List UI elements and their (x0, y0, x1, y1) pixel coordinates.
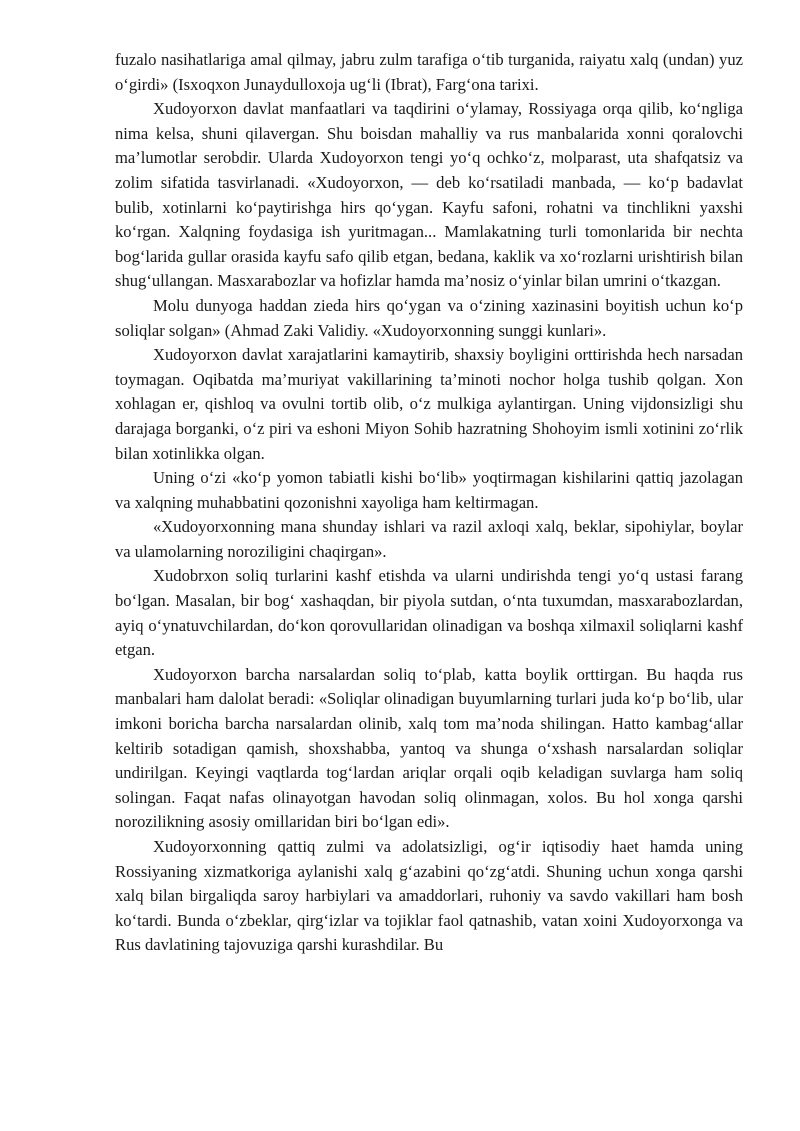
paragraph-7: Xudobrxon soliq turlarini kashf etishda va ularni undirishda tengi yo‘q ustasi farang bo‘lgan. Masalan, bir bog‘ xashaqdan, bir piyola sutdan, o‘nta tuxumdan, masxarabozlardan, ayiq o‘ynatuvchilardan, do‘kon qorovullaridan olinadigan va boshqa xilmaxil soliqlarni kashf etgan. (115, 566, 743, 660)
paragraph-5: Uning o‘zi «ko‘p yomon tabiatli kishi bo‘lib» yoqtirmagan kishilarini qattiq jazolagan va xalqning muhabbatini qozonishni xayoliga ham keltirmagan. (115, 468, 743, 512)
paragraph-3: Molu dunyoga haddan zieda hirs qo‘ygan va o‘zining xazinasini boyitish uchun ko‘p soliqlar solgan» (Ahmad Zaki Validiy. «Xudoyorxonning sunggi kunlari». (115, 295, 743, 340)
paragraph-9: Xudoyorxonning qattiq zulmi va adolatsizligi, og‘ir iqtisodiy haet hamda uning Rossiyaning xizmatkoriga aylanishi xalq g‘azabini qo‘zg‘atdi. Shuning uchun xonga qarshi xalq bilan birgaliqda saroy harbiylari va amaddorlari, ruhoniy va savdo vakillari ham bosh ko‘tardi. Bunda o‘zbeklar, qirg‘izlar va tojiklar faol qatnashib, vatan xoini Xudoyorxonga va Rus davlatining tajovuziga qarshi kurashdilar. Bu (115, 837, 743, 955)
paragraph-4: Xudoyorxon davlat xarajatlarini kamaytirib, shaxsiy boyligini orttirishda hech narsadan toymagan. Oqibatda ma’muriyat vakillarining ta’minoti nochor holga tushib qolgan. Xon xohlagan er, qishloq va ovulni tortib olib, o‘z mulkiga aylantirgan. Uning vijdonsizligi shu darajaga borganki, o‘z piri va eshoni Miyon Sohib hazratning Shohoyim ismli xotinini zo‘rlik bilan xotinlikka olgan. (115, 345, 743, 463)
paragraph-1: fuzalo nasihatlariga amal qilmay, jabru zulm tarafiga o‘tib turganida, raiyatu xalq (undan) yuz o‘girdi» (Isxoqxon Junaydulloxoja ug‘li (Ibrat), Farg‘ona tarixi. (115, 50, 743, 94)
document-page (115, 48, 743, 958)
paragraph-6: «Xudoyorxonning mana shunday ishlari va razil axloqi xalq, beklar, sipohiylar, boylar va ulamolarning noroziligini chaqirgan». (115, 517, 743, 561)
paragraph-8: Xudoyorxon barcha narsalardan soliq to‘plab, katta boylik orttirgan. Bu haqda rus manbalari ham dalolat beradi: «Soliqlar olinadigan buyumlarning turlari juda ko‘p bo‘lib, ular imkoni boricha barcha narsalardan olinib, xalq tom ma’noda shilingan. Hatto kambag‘allar keltirib sotadigan qamish, shoxshabba, yantoq va shunga o‘xshash narsalardan soliqlar undirilgan. Keyingi vaqtlarda tog‘lardan ariqlar orqali oqib keladigan suvlarga ham soliq solingan. Faqat nafas olinayotgan havodan soliq olinmagan, xolos. Bu hol xonga qarshi norozilikning asosiy omillaridan biri bo‘lgan edi». (115, 664, 743, 832)
paragraph-2: Xudoyorxon davlat manfaatlari va taqdirini o‘ylamay, Rossiyaga orqa qilib, ko‘ngliga nima kelsa, shuni qilavergan. Shu boisdan mahalliy va rus manbalarida xonni qoralovchi ma’lumotlar serobdir. Ularda Xudoyorxon tengi yo‘q ochko‘z, molparast, uta shafqatsiz va zolim sifatida tasvirlanadi. «Xudoyorxon, — deb ko‘rsatiladi manbada, — ko‘p badavlat bulib, xotinlarni ko‘paytirishga hirs qo‘ygan. Kayfu safoni, rohatni va tinchlikni yaxshi ko‘rgan. Xalqning foydasiga ish yuritmagan... Mamlakatning turli tomonlarida bir nechta bog‘larida gullar orasida kayfu safo qilib etgan, bedana, kaklik va xo‘rozlarni urishtirish bilan shug‘ullangan. Masxarabozlar va hofizlar hamda ma’nosiz o‘yinlar bilan umrini o‘tkazgan. (115, 99, 743, 291)
